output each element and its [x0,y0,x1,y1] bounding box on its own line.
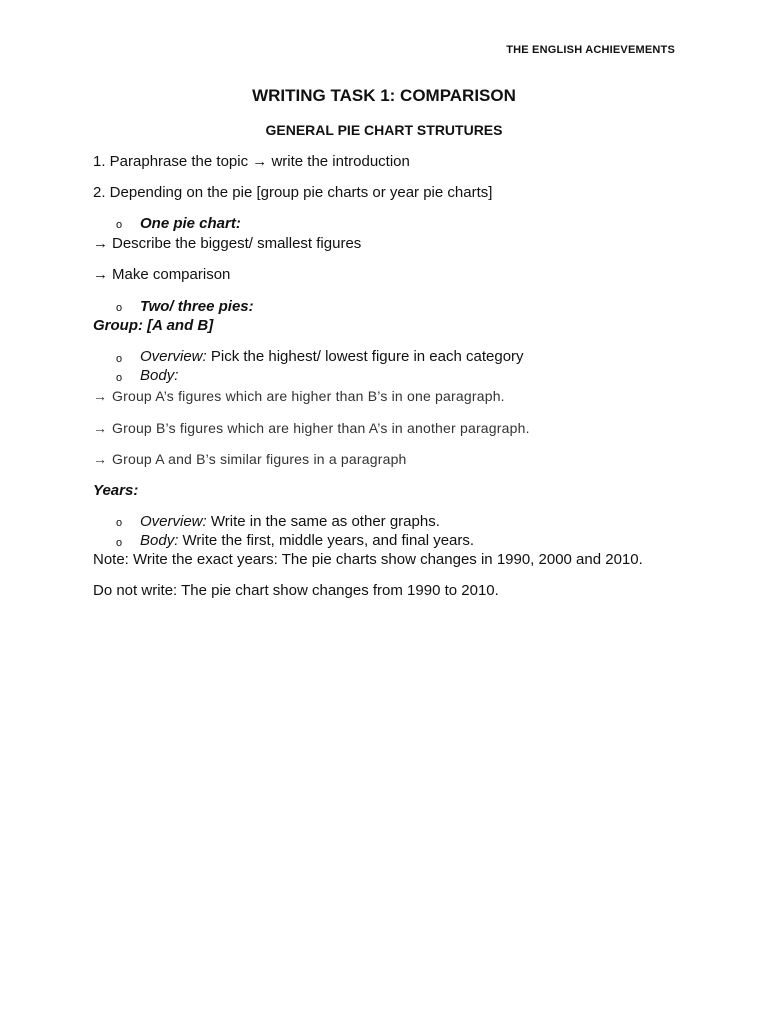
bullet-icon: o [116,537,123,549]
group-item-text: Group A and B’s similar figures in a paragraph [112,451,407,467]
one-pie-item-text: Describe the biggest/ smallest figures [112,235,362,252]
step-2: 2. Depending on the pie [group pie charts or year pie charts] [93,184,493,201]
bullet-icon: o [116,302,123,314]
arrow-icon: → [252,153,268,170]
arrow-icon: → [93,451,108,467]
bullet-icon: o [116,219,123,231]
years-body [140,532,474,550]
one-pie-item [93,235,361,253]
bullet-icon: o [116,517,123,529]
step-1 [93,153,410,171]
group-item-text: Group B’s figures which are higher than A’s in another paragraph. [112,420,530,436]
body-label: Body: [140,532,179,549]
bullet-icon: o [116,353,123,365]
step-1-text: 1. Paraphrase the topic [93,153,249,170]
years-note: Note: Write the exact years: The pie charts show changes in 1990, 2000 and 2010. [93,551,643,568]
years-overview [140,513,440,531]
document-title: WRITING TASK 1: COMPARISON [252,86,516,105]
two-pies-heading: Two/ three pies: [140,298,254,315]
arrow-icon: → [93,388,108,404]
document-header: THE ENGLISH ACHIEVEMENTS [506,44,675,56]
group-item [93,419,530,437]
group-item-text: Group A’s figures which are higher than B’s in one paragraph. [112,388,505,404]
overview-text: Write in the same as other graphs. [210,513,440,530]
arrow-icon: → [93,420,108,436]
one-pie-item [93,266,230,284]
overview-label: Overview: [140,513,207,530]
document-subtitle: GENERAL PIE CHART STRUTURES [265,122,503,138]
arrow-icon: → [93,235,108,252]
overview-label: Overview: [140,348,207,365]
overview-text: Pick the highest/ lowest figure in each category [210,348,524,365]
years-heading: Years: [93,482,139,499]
body-label: Body: [140,367,179,384]
step-1-result: write the introduction [271,153,410,170]
arrow-icon: → [93,266,108,283]
one-pie-heading: One pie chart: [140,215,241,232]
group-overview [140,348,524,366]
group-item [93,450,407,468]
group-item [93,387,505,405]
one-pie-item-text: Make comparison [112,266,231,283]
body-text: Write the first, middle years, and final years. [182,532,475,549]
group-label: Group: [A and B] [93,317,214,334]
years-do-not: Do not write: The pie chart show changes from 1990 to 2010. [93,582,499,599]
bullet-icon: o [116,372,123,384]
